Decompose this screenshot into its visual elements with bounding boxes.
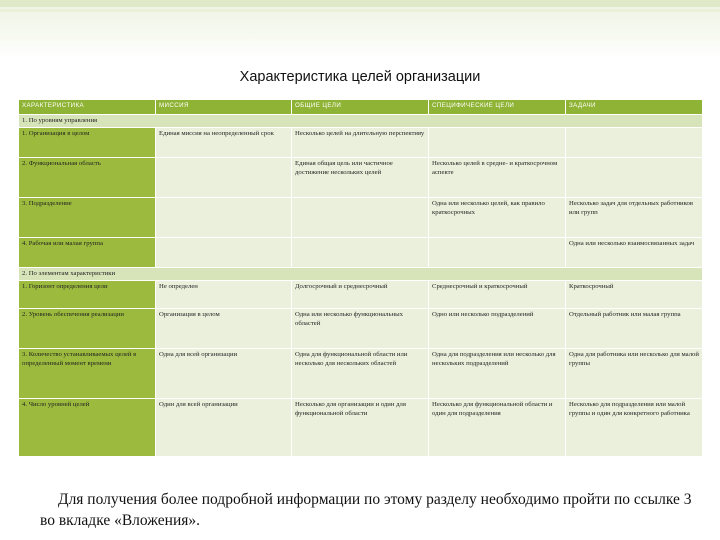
row-label-cell: 2. Функциональная область (19, 158, 156, 198)
table-row (19, 128, 703, 158)
row-label-cell: 1. Горизонт определения цели (19, 281, 156, 309)
table-header-cell: ЗАДАЧИ (566, 100, 703, 115)
section-label: 1. По уровням управления (19, 115, 703, 128)
table-cell: Несколько целей в средне- и краткосрочном аспекте (429, 158, 566, 198)
table-cell: Среднесрочный и краткосрочный (429, 281, 566, 309)
table-cell (292, 238, 429, 268)
table-cell (156, 238, 292, 268)
table-cell (156, 198, 292, 238)
table-cell: Одно или несколько подразделений (429, 309, 566, 349)
table-cell: Организация в целом (156, 309, 292, 349)
row-label-cell: 3. Подразделение (19, 198, 156, 238)
table-cell (429, 128, 566, 158)
row-label-cell: 1. Организация в целом (19, 128, 156, 158)
table-row (19, 158, 703, 198)
table-cell: Единая миссия на неопределенный срок (156, 128, 292, 158)
table-cell: Несколько для подразделения или малой группы и один для конкретного работника (566, 399, 703, 457)
table-cell: Несколько для функциональной области и один для подразделения (429, 399, 566, 457)
table-header-cell: ХАРАКТЕРИСТИКА (19, 100, 156, 115)
table-section-row (19, 268, 703, 281)
table-header-cell: МИССИЯ (156, 100, 292, 115)
table-row (19, 238, 703, 268)
row-label-cell: 3. Количество устанавливаемых целей в определенный момент времени (19, 349, 156, 399)
table-cell: Несколько задач для отдельных работников или групп (566, 198, 703, 238)
table-cell: Одна или несколько целей, как правило краткосрочных (429, 198, 566, 238)
table-cell: Единая общая цель или частичное достижение нескольких целей (292, 158, 429, 198)
goals-table (18, 99, 703, 457)
slide-title: Характеристика целей организации (239, 69, 481, 85)
table-cell (156, 158, 292, 198)
table-cell (566, 128, 703, 158)
table-cell: Одна для всей организации (156, 349, 292, 399)
section-label: 2. По элементам характеристики (19, 268, 703, 281)
table-cell: Несколько для организации и один для функциональной области (292, 399, 429, 457)
table-cell: Одна или несколько взаимосвязанных задач (566, 238, 703, 268)
table-row (19, 309, 703, 349)
table-cell (566, 158, 703, 198)
table-cell (429, 238, 566, 268)
table-cell: Одна для подразделения или несколько для нескольких подразделений (429, 349, 566, 399)
slide-top-decoration (0, 0, 720, 58)
table-header-cell: СПЕЦИФИЧЕСКИЕ ЦЕЛИ (429, 100, 566, 115)
row-label-cell: 4. Рабочая или малая группа (19, 238, 156, 268)
table-row (19, 281, 703, 309)
table-cell: Не определен (156, 281, 292, 309)
table-header-cell: ОБЩИЕ ЦЕЛИ (292, 100, 429, 115)
table-cell: Одна для работника или несколько для малой группы (566, 349, 703, 399)
table-header-row (19, 100, 703, 115)
table-row (19, 349, 703, 399)
table-cell: Долгосрочный и среднесрочный (292, 281, 429, 309)
table-cell (292, 198, 429, 238)
table-cell: Несколько целей на длительную перспективу (292, 128, 429, 158)
row-label-cell: 4. Число уровней целей (19, 399, 156, 457)
footer-note: Для получения более подробной информации по этому разделу необходимо пройти по ссылке 3 во вкладке «Вложения». (40, 491, 692, 529)
table-cell: Отдельный работник или малая группа (566, 309, 703, 349)
table-cell: Краткосрочный (566, 281, 703, 309)
table-row (19, 399, 703, 457)
row-label-cell: 2. Уровень обеспечения реализации (19, 309, 156, 349)
table-cell: Один для всей организации (156, 399, 292, 457)
table-cell: Одна или несколько функциональных областей (292, 309, 429, 349)
table-section-row (19, 115, 703, 128)
table-row (19, 198, 703, 238)
table-cell: Одна для функциональной области или несколько для нескольких областей (292, 349, 429, 399)
